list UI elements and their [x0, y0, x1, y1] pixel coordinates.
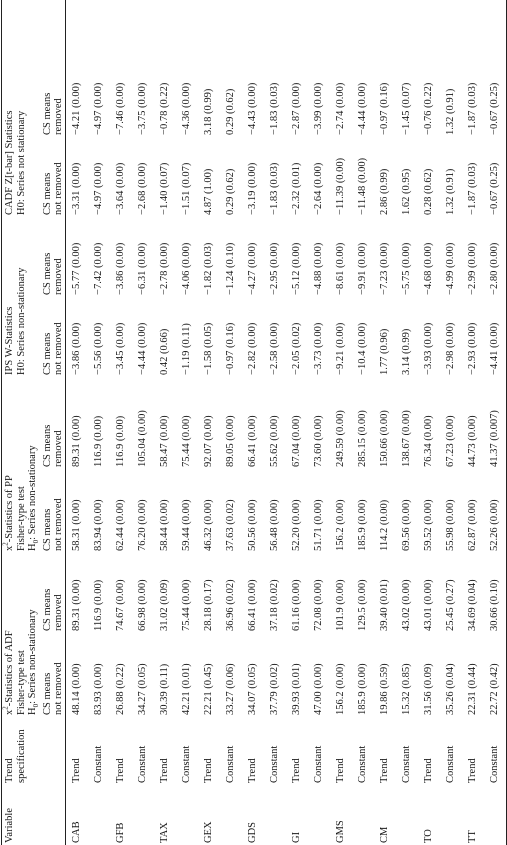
cell-pp-r: 89.05 (0.00) [224, 415, 236, 467]
cell-spec: Trend [334, 758, 346, 783]
cell-adf-nr: 30.39 (0.11) [158, 663, 170, 715]
cell-cadf-r: −3.75 (0.00) [136, 82, 148, 135]
cell-adf-nr: 34.07 (0.05) [246, 663, 258, 715]
cell-pp-r: 249.59 (0.00) [334, 410, 346, 467]
cell-cadf-r: −7.46 (0.00) [114, 82, 126, 135]
cell-pp-r: 58.47 (0.00) [158, 415, 170, 467]
cell-pp-nr: 59.44 (0.00) [180, 499, 192, 551]
table-row [374, 0, 396, 845]
cell-spec: Trend [290, 758, 302, 783]
cell-ips-nr: −2.98 (0.00) [444, 322, 456, 375]
cell-ips-nr: −4.41 (0.00) [488, 322, 500, 375]
cell-pp-r: 66.41 (0.00) [246, 415, 258, 467]
cell-ips-nr: −2.82 (0.00) [246, 322, 258, 375]
cell-adf-r: 43.02 (0.00) [400, 579, 412, 631]
cell-spec: Trend [422, 758, 434, 783]
table-row [330, 0, 352, 845]
cell-cadf-nr: 0.28 (0.62) [422, 168, 434, 215]
cell-ips-r: −4.27 (0.00) [246, 242, 258, 295]
cell-ips-r: −5.75 (0.00) [400, 242, 412, 295]
cell-ips-r: −6.31 (0.00) [136, 242, 148, 295]
adf-title: $x^2$-Statistics of ADF [1, 630, 15, 715]
cell-variable: GDS [246, 821, 258, 843]
cell-variable [220, 785, 242, 845]
table-body [65, 0, 506, 845]
cell-pp-nr: 83.94 (0.00) [92, 499, 104, 551]
cell-pp-r: 105.04 (0.00) [136, 410, 148, 467]
cell-adf-nr: 33.27 (0.06) [224, 663, 236, 715]
subheader-pp-removed: CS means removed [41, 424, 64, 467]
header-adf-group: $x^2$-Statistics of ADF Fisher-type test $H_0$: Series non-stationary [1, 609, 41, 715]
cell-adf-nr: 37.79 (0.02) [268, 663, 280, 715]
cell-cadf-nr: −2.68 (0.00) [136, 162, 148, 215]
cell-cadf-r: −4.44 (0.00) [356, 82, 368, 135]
cell-adf-nr: 15.32 (0.85) [400, 663, 412, 715]
cell-ips-r: −2.80 (0.00) [488, 242, 500, 295]
subheader-pp-not-removed: CS means not removed [41, 498, 64, 551]
header-row-subcols [39, 0, 66, 845]
cell-adf-r: 66.98 (0.00) [136, 579, 148, 631]
table-row [65, 0, 88, 845]
cell-cadf-nr: −2.64 (0.00) [312, 162, 324, 215]
cell-pp-nr: 55.98 (0.00) [444, 499, 456, 551]
cell-ips-nr: −2.58 (0.00) [268, 322, 280, 375]
cell-variable: GEX [202, 821, 214, 843]
cell-pp-r: 285.15 (0.00) [356, 410, 368, 467]
cell-pp-r: 89.31 (0.00) [70, 415, 82, 467]
cell-cadf-nr: −3.31 (0.00) [70, 162, 82, 215]
cell-cadf-r: 3.18 (0.99) [202, 88, 214, 135]
cell-cadf-r: −4.43 (0.00) [246, 82, 258, 135]
cell-cadf-nr: 0.29 (0.62) [224, 168, 236, 215]
cell-variable [264, 785, 286, 845]
cell-pp-nr: 156.2 (0.00) [334, 499, 346, 551]
cell-adf-r: 72.08 (0.00) [312, 579, 324, 631]
cell-ips-nr: −2.93 (0.00) [466, 322, 478, 375]
table-row [286, 0, 308, 845]
cell-variable [132, 785, 154, 845]
cell-cadf-r: −2.87 (0.00) [290, 82, 302, 135]
cell-adf-nr: 47.00 (0.00) [312, 663, 324, 715]
cell-adf-nr: 26.88 (0.22) [114, 663, 126, 715]
table-row [440, 0, 462, 845]
cell-ips-nr: −1.58 (0.05) [202, 322, 214, 375]
cell-ips-nr: −2.05 (0.02) [290, 322, 302, 375]
cell-spec: Constant [268, 745, 280, 783]
cell-pp-nr: 69.56 (0.00) [400, 499, 412, 551]
cell-ips-r: −4.06 (0.00) [180, 242, 192, 295]
cell-ips-r: −5.77 (0.00) [70, 242, 82, 295]
cell-spec: Constant [400, 745, 412, 783]
cell-adf-r: 101.9 (0.00) [334, 579, 346, 631]
cell-adf-r: 37.18 (0.02) [268, 579, 280, 631]
cell-pp-nr: 59.52 (0.00) [422, 499, 434, 551]
cell-pp-r: 92.07 (0.00) [202, 415, 214, 467]
cell-adf-r: 43.01 (0.00) [422, 579, 434, 631]
table-row [198, 0, 220, 845]
header-ips-group: IPS W-Statistics H0: Series non-stationary [4, 267, 27, 375]
cell-ips-r: −4.68 (0.00) [422, 242, 434, 295]
cell-spec: Trend [202, 758, 214, 783]
cell-cadf-nr: −11.48 (0.00) [356, 157, 368, 215]
cell-spec: Trend [114, 758, 126, 783]
cell-adf-r: 31.02 (0.09) [158, 579, 170, 631]
cell-cadf-nr: −3.64 (0.00) [114, 162, 126, 215]
table-row [154, 0, 176, 845]
cell-ips-nr: −10.4 (0.00) [356, 322, 368, 375]
cell-spec: Constant [356, 745, 368, 783]
cell-cadf-nr: 2.86 (0.99) [378, 168, 390, 215]
cell-adf-nr: 22.72 (0.42) [488, 663, 500, 715]
header-cadf-group: CADF Z[t-bar] Statistics H0: Series not stationary [4, 110, 27, 215]
cell-cadf-r: −0.67 (0.25) [488, 82, 500, 135]
cell-adf-nr: 48.14 (0.00) [70, 663, 82, 715]
cell-ips-nr: −3.93 (0.00) [422, 322, 434, 375]
cell-variable [88, 785, 110, 845]
cell-variable [440, 785, 462, 845]
cell-cadf-r: −4.97 (0.00) [92, 82, 104, 135]
cell-variable [484, 785, 507, 845]
cell-spec: Constant [92, 745, 104, 783]
cell-ips-nr: −5.56 (0.00) [92, 322, 104, 375]
table-row [462, 0, 484, 845]
cell-pp-r: 67.23 (0.00) [444, 415, 456, 467]
table-row [220, 0, 242, 845]
cell-variable [396, 785, 418, 845]
cell-cadf-nr: −11.39 (0.00) [334, 157, 346, 215]
header-pp-group: $x^2$-Statistics of PP Fisher-type test $H_0$: Series non-stationary [1, 445, 41, 551]
cell-spec: Constant [444, 745, 456, 783]
cell-pp-nr: 52.20 (0.00) [290, 499, 302, 551]
subheader-cadf-removed: CS means removed [41, 92, 64, 135]
cell-cadf-nr: 1.32 (0.91) [444, 168, 456, 215]
cell-cadf-nr: −0.67 (0.25) [488, 162, 500, 215]
cell-cadf-nr: −2.32 (0.01) [290, 162, 302, 215]
cell-adf-nr: 22.21 (0.45) [202, 663, 214, 715]
cell-ips-r: −3.86 (0.00) [114, 242, 126, 295]
cell-cadf-nr: −1.87 (0.03) [466, 162, 478, 215]
cell-pp-nr: 46.32 (0.00) [202, 499, 214, 551]
subheader-adf-removed: CS means removed [41, 588, 64, 631]
cell-variable: GI [290, 831, 302, 843]
cell-variable: GMS [334, 820, 346, 843]
cell-spec: Constant [488, 745, 500, 783]
cell-pp-nr: 58.44 (0.00) [158, 499, 170, 551]
pp-title: $x^2$-Statistics of PP [1, 475, 15, 551]
cell-adf-r: 89.31 (0.00) [70, 579, 82, 631]
cell-adf-nr: 19.86 (0.59) [378, 663, 390, 715]
cell-pp-r: 116.9 (0.00) [92, 415, 104, 467]
cell-ips-r: −5.12 (0.00) [290, 242, 302, 295]
cell-adf-r: 75.44 (0.00) [180, 579, 192, 631]
cell-adf-r: 74.67 (0.00) [114, 579, 126, 631]
subheader-ips-removed: CS means removed [41, 252, 64, 295]
subheader-ips-not-removed: CS means not removed [41, 322, 64, 375]
unit-root-test-table [1, 0, 507, 845]
cell-ips-nr: −1.19 (0.11) [180, 323, 192, 375]
table-row [176, 0, 198, 845]
table-row [132, 0, 154, 845]
cell-variable [308, 785, 330, 845]
cell-ips-r: −2.78 (0.00) [158, 242, 170, 295]
cell-cadf-nr: −4.97 (0.00) [92, 162, 104, 215]
cell-pp-r: 150.66 (0.00) [378, 410, 390, 467]
cell-adf-nr: 39.93 (0.01) [290, 663, 302, 715]
cell-pp-r: 116.9 (0.00) [114, 415, 126, 467]
cell-variable [176, 785, 198, 845]
cell-pp-nr: 56.48 (0.00) [268, 499, 280, 551]
cell-spec: Trend [158, 758, 170, 783]
cell-variable: TO [422, 829, 434, 843]
cell-cadf-nr: 1.62 (0.95) [400, 168, 412, 215]
cell-pp-nr: 50.56 (0.00) [246, 499, 258, 551]
cell-spec: Trend [378, 758, 390, 783]
cell-adf-r: 34.69 (0.04) [466, 579, 478, 631]
cell-ips-r: −7.42 (0.00) [92, 242, 104, 295]
cell-spec: Constant [136, 745, 148, 783]
cell-ips-r: −8.61 (0.00) [334, 242, 346, 295]
cell-pp-nr: 37.63 (0.02) [224, 499, 236, 551]
table-row [396, 0, 418, 845]
cell-ips-r: −9.91 (0.00) [356, 242, 368, 295]
cell-cadf-r: −4.36 (0.00) [180, 82, 192, 135]
cell-ips-r: −2.95 (0.00) [268, 242, 280, 295]
cell-spec: Trend [246, 758, 258, 783]
cell-pp-r: 75.44 (0.00) [180, 415, 192, 467]
cell-cadf-r: −2.74 (0.00) [334, 82, 346, 135]
cell-adf-r: 36.96 (0.02) [224, 579, 236, 631]
cell-adf-r: 30.66 (0.10) [488, 579, 500, 631]
cell-ips-r: −1.82 (0.03) [202, 242, 214, 295]
cell-cadf-r: −4.21 (0.00) [70, 82, 82, 135]
cell-adf-r: 39.40 (0.01) [378, 579, 390, 631]
cell-cadf-r: 0.29 (0.62) [224, 88, 236, 135]
cell-variable: TAX [158, 822, 170, 843]
cell-adf-r: 116.9 (0.00) [92, 579, 104, 631]
cell-spec: Trend [466, 758, 478, 783]
table-row [308, 0, 330, 845]
cell-ips-nr: −3.45 (0.00) [114, 322, 126, 375]
header-row-groups [2, 0, 39, 845]
adf-h0: $H_0$: Series non-stationary [27, 609, 41, 715]
cell-pp-nr: 185.9 (0.00) [356, 499, 368, 551]
cell-cadf-r: −0.97 (0.16) [378, 82, 390, 135]
table-row [242, 0, 264, 845]
cell-ips-nr: −3.73 (0.00) [312, 322, 324, 375]
subheader-adf-not-removed: CS means not removed [41, 662, 64, 715]
cell-cadf-r: −3.99 (0.00) [312, 82, 324, 135]
cell-ips-nr: −9.21 (0.00) [334, 322, 346, 375]
subheader-cadf-not-removed: CS means not removed [41, 162, 64, 215]
cell-ips-nr: −3.86 (0.00) [70, 322, 82, 375]
cell-cadf-r: −1.45 (0.07) [400, 82, 412, 135]
cell-pp-nr: 62.87 (0.00) [466, 499, 478, 551]
cell-adf-r: 28.18 (0.17) [202, 579, 214, 631]
cell-adf-nr: 34.27 (0.05) [136, 663, 148, 715]
cell-spec: Trend [70, 758, 82, 783]
cell-cadf-nr: −1.83 (0.03) [268, 162, 280, 215]
cell-ips-r: −7.23 (0.00) [378, 242, 390, 295]
cell-variable: CAB [70, 821, 82, 843]
cell-ips-nr: 1.77 (0.96) [378, 328, 390, 375]
cell-cadf-r: 1.32 (0.91) [444, 88, 456, 135]
table-row [110, 0, 132, 845]
cell-ips-nr: 3.14 (0.99) [400, 328, 412, 375]
cell-ips-nr: −4.44 (0.00) [136, 322, 148, 375]
cell-pp-nr: 114.2 (0.00) [378, 499, 390, 551]
cell-pp-r: 41.37 (0.007) [488, 410, 500, 467]
cell-pp-nr: 51.71 (0.00) [312, 499, 324, 551]
cell-pp-r: 76.34 (0.00) [422, 415, 434, 467]
cell-adf-nr: 22.31 (0.44) [466, 663, 478, 715]
cell-adf-nr: 31.56 (0.09) [422, 663, 434, 715]
cell-variable: CM [378, 826, 390, 843]
cell-pp-r: 73.60 (0.00) [312, 415, 324, 467]
cell-ips-nr: −0.97 (0.16) [224, 322, 236, 375]
cell-adf-r: 25.45 (0.27) [444, 579, 456, 631]
cell-ips-r: −4.99 (0.00) [444, 242, 456, 295]
cell-spec: Constant [180, 745, 192, 783]
cell-cadf-nr: −1.51 (0.07) [180, 162, 192, 215]
pp-h0: $H_0$: Series non-stationary [27, 445, 41, 551]
cell-adf-nr: 185.9 (0.00) [356, 663, 368, 715]
cell-ips-r: −4.88 (0.00) [312, 242, 324, 295]
cell-adf-r: 61.16 (0.00) [290, 579, 302, 631]
cell-pp-nr: 52.26 (0.00) [488, 499, 500, 551]
cell-adf-nr: 83.93 (0.00) [92, 663, 104, 715]
cell-cadf-nr: −1.40 (0.07) [158, 162, 170, 215]
cell-cadf-nr: −3.19 (0.00) [246, 162, 258, 215]
table-row [264, 0, 286, 845]
cell-pp-r: 44.73 (0.00) [466, 415, 478, 467]
cell-pp-nr: 58.31 (0.00) [70, 499, 82, 551]
cell-pp-nr: 62.44 (0.00) [114, 499, 126, 551]
cell-pp-r: 55.62 (0.00) [268, 415, 280, 467]
cell-pp-r: 67.04 (0.00) [290, 415, 302, 467]
cell-cadf-nr: 4.87 (1.00) [202, 168, 214, 215]
table-row [352, 0, 374, 845]
table-row [418, 0, 440, 845]
cell-pp-r: 138.67 (0.00) [400, 410, 412, 467]
table-row [484, 0, 507, 845]
cell-cadf-r: −0.78 (0.22) [158, 82, 170, 135]
cell-cadf-r: −0.76 (0.22) [422, 82, 434, 135]
cell-variable [352, 785, 374, 845]
cell-variable: GFB [114, 822, 126, 843]
cell-ips-nr: 0.42 (0.66) [158, 328, 170, 375]
cell-adf-nr: 156.2 (0.00) [334, 663, 346, 715]
header-trend-spec: Trend specification [4, 729, 27, 783]
cell-ips-r: −2.99 (0.00) [466, 242, 478, 295]
table-row [88, 0, 110, 845]
cell-ips-r: −1.24 (0.10) [224, 242, 236, 295]
cell-spec: Constant [224, 745, 236, 783]
cell-cadf-r: −1.87 (0.03) [466, 82, 478, 135]
cell-cadf-r: −1.83 (0.03) [268, 82, 280, 135]
cell-spec: Constant [312, 745, 324, 783]
cell-adf-r: 129.5 (0.00) [356, 579, 368, 631]
cell-adf-nr: 42.21 (0.01) [180, 663, 192, 715]
cell-adf-r: 66.41 (0.00) [246, 579, 258, 631]
cell-pp-nr: 76.20 (0.00) [136, 499, 148, 551]
header-variable: Variable [4, 808, 15, 843]
cell-adf-nr: 35.26 (0.04) [444, 663, 456, 715]
cell-variable: TT [466, 830, 478, 843]
